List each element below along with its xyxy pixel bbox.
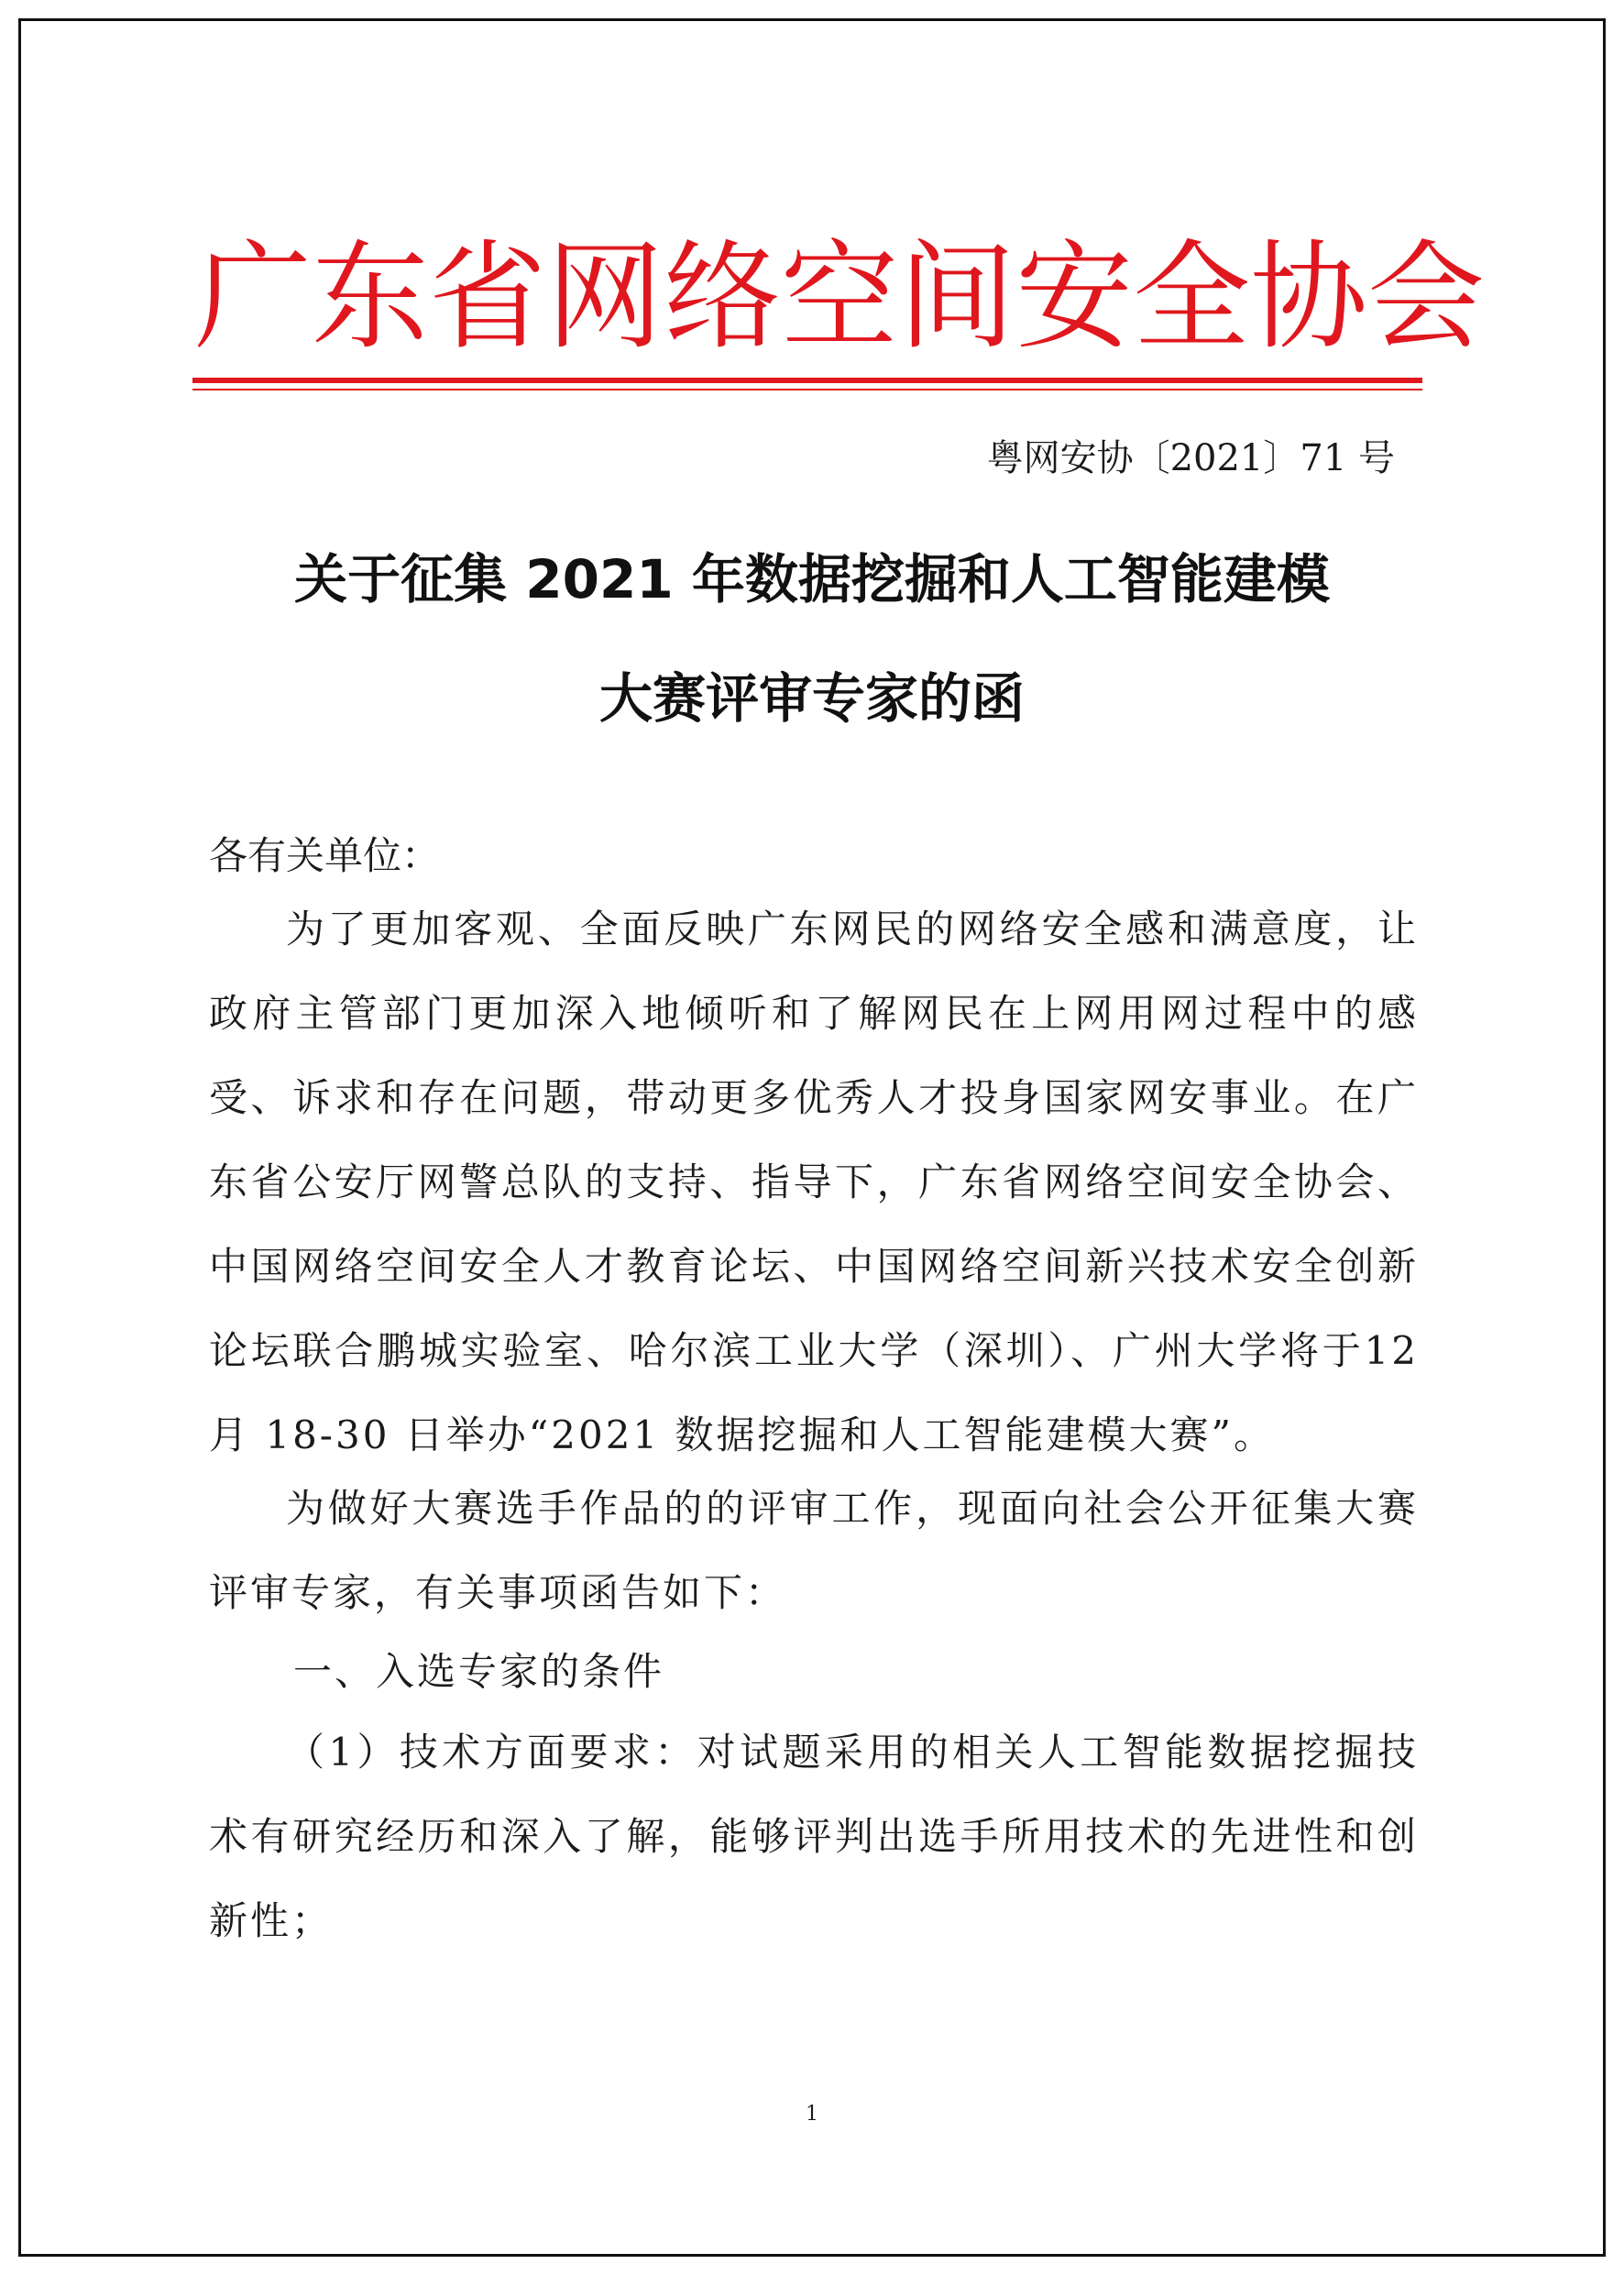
document-title-line-1: 关于征集 2021 年数据挖掘和人工智能建模: [294, 548, 1330, 610]
section-heading: 一、入选专家的条件: [293, 1649, 665, 1694]
letterhead-rule-thin: [192, 389, 1422, 390]
letterhead-char: 间: [898, 229, 1016, 366]
letterhead-char: 空: [781, 229, 899, 366]
letterhead-char: 东: [312, 229, 430, 366]
paragraph-purpose: 为做好大赛选手作品的的评审工作，现面向社会公开征集大赛评审专家，有关事项函告如下：: [209, 1486, 1419, 1615]
letterhead-char: 安: [1015, 229, 1134, 366]
letterhead-char: 全: [1133, 229, 1251, 366]
letterhead-title: [194, 220, 1486, 376]
letterhead-char: 会: [1367, 229, 1486, 366]
letterhead-char: 网: [546, 229, 664, 366]
letterhead-char: 络: [664, 229, 782, 366]
page-number: 1: [806, 2103, 818, 2126]
letterhead-rule-thick: [192, 378, 1422, 383]
salutation: 各有关单位：: [209, 833, 441, 878]
letterhead-char: 省: [429, 229, 547, 366]
letterhead-char: 广: [194, 229, 313, 366]
document-title-line-2: 大赛评审专家的函: [598, 667, 1025, 730]
document-number: 粤网安协〔2021〕71 号: [986, 437, 1395, 479]
letterhead-char: 协: [1250, 229, 1368, 366]
paragraph-intro: 为了更加客观、全面反映广东网民的网络安全感和满意度，让政府主管部门更加深入地倾听和了解网民在上网用网过程中的感受、诉求和存在问题，带动更多优秀人才投身国家网安事业。在广东省公安厅网警总队的支持、指导下，广东省网络空间安全协会、中国网络空间安全人才教育论坛、中国网络空间新兴技术安全创新论坛联合鹏城实验室、哈尔滨工业大学（深圳）、广州大学将于12 月 18-30 日举办“2021 数据挖掘和人工智能建模大赛”。: [209, 907, 1419, 1457]
paragraph-requirement-1: （1）技术方面要求：对试题采用的相关人工智能数据挖掘技术有研究经历和深入了解，能够评判出选手所用技术的先进性和创新性；: [209, 1730, 1419, 1943]
